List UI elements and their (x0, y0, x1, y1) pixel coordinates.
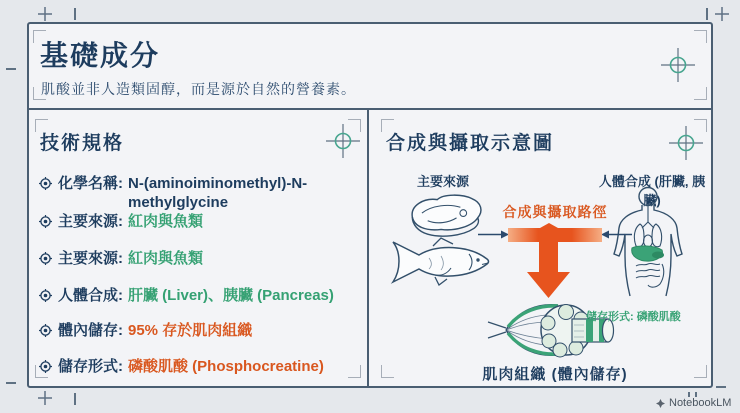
spec-item-storage-form (39, 357, 359, 376)
corner-bracket (381, 365, 394, 378)
plus-mark-icon (38, 391, 52, 405)
human-body-illustration-icon (606, 186, 698, 298)
steak-illustration-icon (402, 190, 488, 240)
spec-label: 主要來源: (58, 250, 123, 267)
tick-mark (716, 386, 726, 388)
spec-label: 儲存形式: (58, 358, 123, 375)
spec-value: 紅肉與魚類 (128, 213, 204, 230)
body-synthesis-label: 人體合成 (肝臟, 胰臟) (598, 174, 706, 208)
tick-mark (706, 8, 708, 20)
tick-mark (6, 382, 16, 384)
panel-divider (367, 108, 369, 388)
specs-panel-title: 技術規格 (40, 133, 125, 154)
spec-value: N-(aminoiminomethyl)-N-methylglycine (128, 175, 308, 211)
target-bullet-icon (39, 215, 52, 228)
spec-value: 磷酸肌酸 (Phosphocreatine) (128, 358, 324, 375)
diagram-panel-title: 合成與攝取示意圖 (386, 133, 555, 154)
spec-item-main-source-2 (39, 249, 359, 268)
corner-bracket (694, 365, 707, 378)
notebooklm-logo-icon (656, 399, 665, 408)
spec-value: 95% 存於肌肉組織 (128, 322, 253, 339)
corner-bracket (694, 119, 707, 132)
storage-form-label: 儲存形式: 磷酸肌酸 (586, 311, 681, 323)
tick-mark (74, 393, 76, 405)
muscle-tissue-label: 肌肉組織 (體內儲存) (482, 366, 628, 383)
corner-bracket (348, 119, 361, 132)
target-bullet-icon (39, 289, 52, 302)
corner-bracket (694, 87, 707, 100)
spec-value: 肝臟 (Liver)、胰臟 (Pancreas) (128, 287, 334, 304)
source-label: 主要來源 (416, 174, 469, 189)
spec-label: 主要來源: (58, 213, 123, 230)
plus-mark-icon (715, 7, 729, 21)
tick-mark (74, 8, 76, 20)
spec-value: 紅肉與魚類 (128, 250, 204, 267)
target-bullet-icon (39, 360, 52, 373)
page-subtitle: 肌酸並非人造類固醇，而是源於自然的營養素。 (41, 81, 356, 97)
spec-item-body-synthesis (39, 286, 359, 305)
fish-illustration-icon (385, 236, 493, 288)
header-divider (27, 108, 713, 110)
plus-mark-icon (38, 7, 52, 21)
spec-label: 體內儲存: (58, 322, 123, 339)
spec-item-chemical-name (39, 174, 359, 212)
target-bullet-icon (39, 324, 52, 337)
corner-bracket (694, 30, 707, 43)
header-section (40, 34, 160, 74)
spec-label: 人體合成: (58, 287, 123, 304)
watermark-text: NotebookLM (669, 397, 732, 409)
tick-mark (6, 68, 16, 70)
spec-item-main-source (39, 212, 359, 231)
target-bullet-icon (39, 252, 52, 265)
pathway-arrow-icon (498, 222, 608, 302)
page-title: 基礎成分 (40, 40, 161, 71)
target-bullet-icon (39, 177, 52, 190)
pathway-label: 合成與攝取路徑 (502, 204, 608, 220)
notebooklm-watermark (656, 397, 731, 409)
spec-item-body-storage (39, 321, 359, 340)
crosshair-icon (661, 48, 695, 82)
spec-label: 化學名稱: (58, 175, 123, 192)
